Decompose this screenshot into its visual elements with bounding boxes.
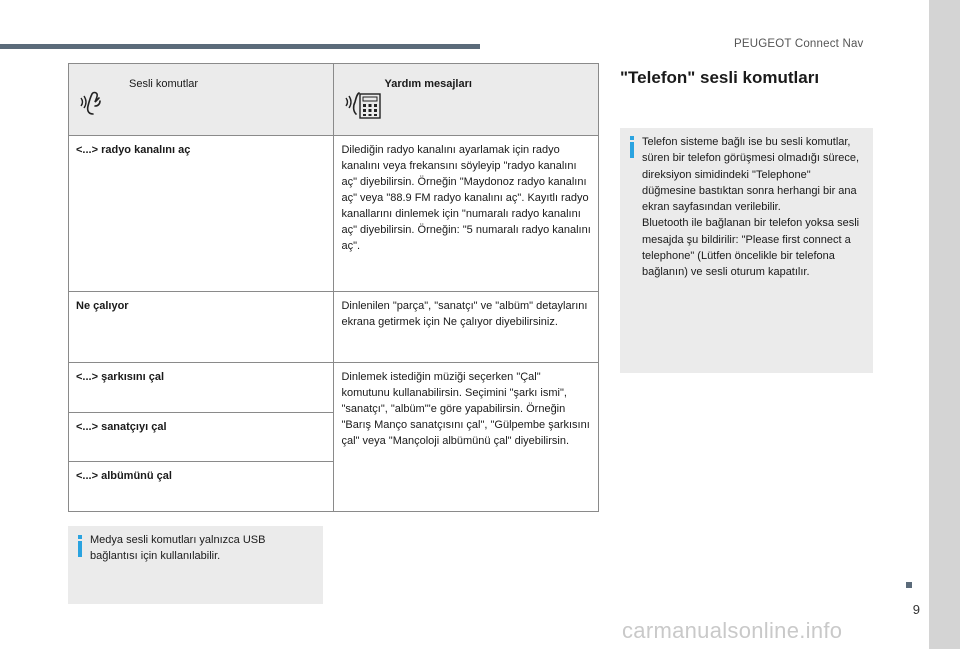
info-icon	[78, 541, 82, 557]
section-title: "Telefon" sesli komutları	[620, 68, 820, 87]
table-header-row	[69, 64, 599, 136]
command-cell: <...> albümünü çal	[69, 462, 334, 512]
table-row	[69, 292, 599, 363]
watermark: carmanualsonline.info	[622, 618, 843, 643]
usb-note-box	[68, 526, 323, 604]
header-cell-commands	[69, 64, 334, 136]
table-row	[69, 363, 599, 413]
command-cell: <...> sanatçıyı çal	[69, 413, 334, 462]
header-bar	[0, 44, 480, 49]
voice-keypad-icon	[344, 84, 384, 129]
voice-speaking-icon	[79, 84, 113, 123]
help-cell: Dinlenilen "parça", "sanatçı" ve "albüm" detaylarını ekrana getirmek için Ne çalıyor diyebilirsiniz.	[334, 292, 599, 363]
help-cell: Dilediğin radyo kanalını ayarlamak için radyo kanalını veya frekansını söyleyip "radyo kanalını aç" diyebilirsin. Örneğin "Maydonoz radyo kanalını aç" veya "88.9 FM radyo kanalını aç". Kayıtlı radyo kanallarını dinlemek için "numaralı radyo kanalını aç" diyebilirsin. Örneğin: "5 numaralı radyo kanalını aç".	[334, 136, 599, 292]
page-number: 9	[912, 602, 920, 617]
phone-note-text: Telefon sisteme bağlı ise bu sesli komutlar, süren bir telefon görüşmesi olmadığı sürece, direksiyon simidindeki "Telephone" düğmesine bastıktan sonra herhangi bir ana ekran sayfasından verilebilir. Bluetooth ile bağlanan bir telefon yoksa sesli mesajda şu bildirilir: "Please first connect a telephone" (Lütfen öncelikle bir telefona bağlanın) ve sesli oturum kapatılır.	[642, 136, 860, 279]
header-cell-help	[334, 64, 599, 136]
header-label-commands: Sesli komutlar	[129, 78, 199, 90]
header-label-help: Yardım mesajları	[384, 78, 472, 90]
voice-commands-table	[68, 63, 599, 512]
phone-note-box	[620, 128, 873, 373]
command-cell: Ne çalıyor	[69, 292, 334, 363]
page-edge-strip	[929, 0, 960, 649]
command-cell: <...> şarkısını çal	[69, 363, 334, 413]
help-cell: Dinlemek istediğin müziği seçerken "Çal" komutunu kullanabilirsin. Seçimini "şarkı ismi", "sanatçı", "albüm"'e göre yapabilirsin. Örneğin "Barış Manço sanatçısını çal", "Gülpembe şarkısını çal" veya "Mançoloji albümünü çal" diyebilirsin.	[334, 363, 599, 512]
page-marker	[906, 582, 912, 588]
usb-note-text: Medya sesli komutları yalnızca USB bağlantısı için kullanılabilir.	[90, 534, 266, 563]
table-row	[69, 136, 599, 292]
info-icon	[630, 142, 634, 158]
header-title: PEUGEOT Connect Nav	[734, 38, 864, 50]
command-cell: <...> radyo kanalını aç	[69, 136, 334, 292]
